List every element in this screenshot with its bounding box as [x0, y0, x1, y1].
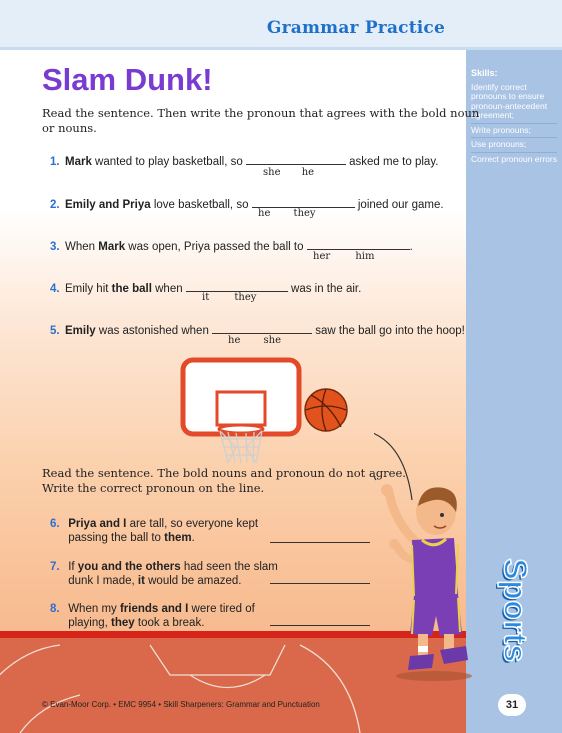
choice: they: [293, 208, 316, 219]
question-number: 7.: [50, 561, 60, 573]
choice: he: [258, 208, 271, 219]
question-text: love basketball, so: [150, 199, 252, 211]
question-2: [50, 196, 444, 211]
question-text: wanted to play basketball, so: [91, 156, 246, 168]
choice: they: [234, 292, 257, 303]
question-7: [50, 560, 278, 588]
choice: she: [263, 335, 282, 346]
choice: him: [355, 251, 375, 262]
question-text: saw the ball go into the hoop!: [312, 325, 465, 337]
footer-credit: © Evan-Moor Corp. • EMC 9954 • Skill Sharpeners: Grammar and Punctuation: [42, 700, 320, 709]
instruction-line: Read the sentence. Then write the pronoun that agrees with the bold noun: [42, 106, 480, 120]
pronoun-choices: [313, 251, 374, 262]
pronoun-choices: [202, 292, 256, 303]
instructions-part2: [42, 466, 406, 496]
skills-title: Skills:: [471, 68, 498, 78]
instructions-part1: [42, 106, 479, 136]
question-text: When: [65, 241, 99, 253]
bold-noun: you and the others: [77, 561, 181, 573]
question-text: playing,: [68, 617, 112, 629]
choice: she: [263, 167, 281, 178]
bold-noun: Mark: [65, 156, 92, 168]
pronoun-choices: [228, 335, 281, 346]
page-title: Slam Dunk!: [42, 62, 213, 97]
header-title: Grammar Practice: [266, 18, 445, 38]
answer-blank[interactable]: [307, 238, 410, 250]
question-text: had seen the slam: [180, 561, 278, 573]
question-text: were tired of: [188, 603, 255, 615]
choice: it: [202, 292, 210, 303]
question-6: [50, 517, 258, 545]
bold-noun: the ball: [111, 283, 152, 295]
bold-pronoun: them: [164, 532, 192, 544]
question-number: 8.: [50, 603, 60, 615]
instruction-line: Read the sentence. The bold nouns and pronoun do not agree.: [42, 466, 406, 480]
bold-noun: Priya and I: [68, 518, 127, 530]
backboard: [183, 360, 299, 434]
choice: he: [301, 167, 315, 178]
question-text: took a break.: [134, 617, 205, 629]
question-text: .: [409, 241, 413, 253]
question-text: was in the air.: [287, 283, 362, 295]
theme-label-text: Sports: [497, 557, 534, 663]
page-number: 31: [498, 694, 526, 716]
skill-item: Correct pronoun errors: [471, 153, 557, 164]
choice: he: [228, 335, 241, 346]
instruction-line: or nouns.: [42, 121, 97, 135]
question-number: 3.: [50, 241, 60, 253]
question-1: [50, 153, 438, 168]
question-text: .: [191, 532, 195, 544]
question-text: when: [151, 283, 186, 295]
pronoun-choices: [263, 167, 314, 178]
bold-noun: Emily and Priya: [65, 199, 151, 211]
question-text: dunk I made,: [68, 575, 138, 587]
question-text: would be amazed.: [144, 575, 242, 587]
answer-blank[interactable]: [186, 280, 288, 292]
question-text: When my: [68, 603, 120, 615]
question-text: passing the ball to: [68, 532, 165, 544]
skill-item: Use pronouns;: [471, 138, 557, 153]
question-text: If: [68, 561, 78, 573]
basketball-hoop-illustration: [180, 357, 360, 467]
question-number: 2.: [50, 199, 60, 211]
question-text: joined our game.: [354, 199, 444, 211]
choice: her: [313, 251, 331, 262]
player-illustration: [374, 420, 474, 682]
bold-pronoun: it: [137, 575, 145, 587]
question-number: 1.: [50, 156, 60, 168]
bold-pronoun: they: [111, 617, 135, 629]
question-text: was astonished when: [95, 325, 213, 337]
question-text: Emily hit: [65, 283, 112, 295]
skills-panel: [471, 69, 557, 166]
bold-noun: Emily: [65, 325, 96, 337]
question-text: asked me to play.: [345, 156, 439, 168]
pronoun-choices: [258, 208, 316, 219]
question-number: 5.: [50, 325, 60, 337]
question-number: 4.: [50, 283, 60, 295]
bold-noun: friends and I: [119, 603, 189, 615]
bold-noun: Mark: [98, 241, 126, 253]
skill-item: Write pronouns;: [471, 124, 557, 139]
theme-label: [470, 555, 560, 665]
question-text: was open, Priya passed the ball to: [125, 241, 307, 253]
answer-blank[interactable]: [246, 153, 346, 165]
answer-line[interactable]: [270, 542, 370, 543]
question-number: 6.: [50, 518, 60, 530]
answer-line[interactable]: [270, 583, 370, 584]
skill-item: Identify correct pronouns to ensure pronoun-antecedent agreement;: [471, 81, 557, 124]
question-text: are tall, so everyone kept: [126, 518, 259, 530]
answer-blank[interactable]: [212, 322, 312, 334]
instruction-line: Write the correct pronoun on the line.: [42, 481, 265, 495]
answer-blank[interactable]: [252, 196, 355, 208]
